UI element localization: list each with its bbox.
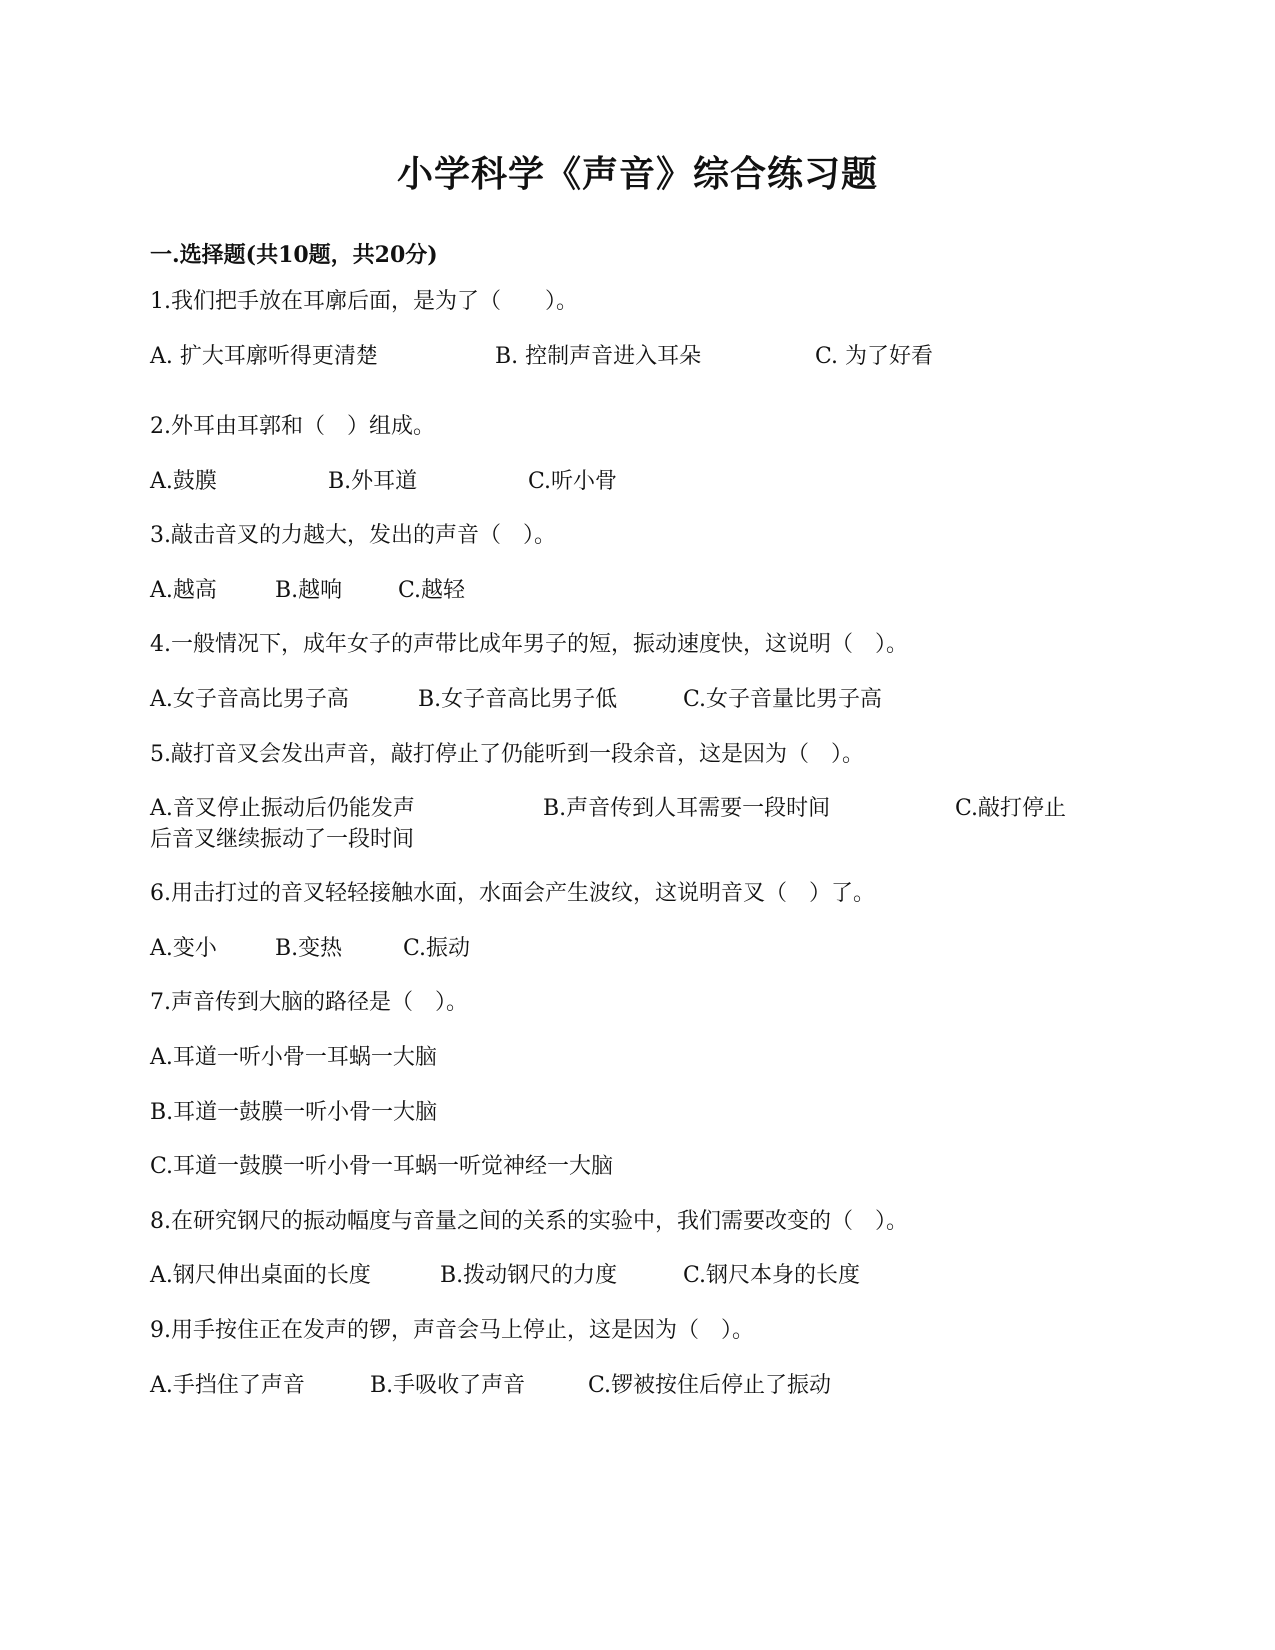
question-3-stem: 3.敲击音叉的力越大，发出的声音（ ）。 [150,523,556,548]
question-5-stem: 5.敲打音叉会发出声音，敲打停止了仍能听到一段余音，这是因为（ ）。 [150,742,864,767]
option-c: C. 为了好看 [815,344,934,369]
option-b: B.拨动钢尺的力度 [440,1263,618,1288]
question-1-stem: 1.我们把手放在耳廓后面，是为了（ ）。 [150,289,578,314]
option-c: C.女子音量比男子高 [683,687,883,712]
option-a: A. 扩大耳廓听得更清楚 [150,344,378,369]
option-a: A.手挡住了声音 [150,1373,305,1398]
option-a: A.越高 [150,578,217,603]
option-a: A.鼓膜 [150,469,217,494]
option-b: B.外耳道 [328,469,418,494]
page-title: 小学科学《声音》综合练习题 [396,153,878,195]
option-a: A.变小 [150,936,217,961]
question-8-stem: 8.在研究钢尺的振动幅度与音量之间的关系的实验中，我们需要改变的（ ）。 [150,1209,908,1234]
question-7-stem: 7.声音传到大脑的路径是（ ）。 [150,990,468,1015]
section-heading: 一.选择题(共10题，共20分) [150,242,438,268]
option-a: A.钢尺伸出桌面的长度 [150,1263,371,1288]
option-c: C.钢尺本身的长度 [683,1263,861,1288]
option-b: B.声音传到人耳需要一段时间 [543,796,831,821]
option-c: C.敲打停止 [955,796,1067,821]
option-a: A.音叉停止振动后仍能发声 [150,796,415,821]
option-c: C.振动 [403,936,471,961]
option-b: B. 控制声音进入耳朵 [495,344,702,369]
option-b: B.手吸收了声音 [370,1373,526,1398]
option-b: B.女子音高比男子低 [418,687,618,712]
question-7-option-b: B.耳道一鼓膜一听小骨一大脑 [150,1100,438,1125]
question-2-stem: 2.外耳由耳郭和（ ）组成。 [150,414,435,439]
option-c: C.锣被按住后停止了振动 [588,1373,832,1398]
question-7-option-c: C.耳道一鼓膜一听小骨一耳蜗一听觉神经一大脑 [150,1154,614,1179]
question-5-option-c-continuation: 后音叉继续振动了一段时间 [150,827,415,852]
option-a: A.女子音高比男子高 [150,687,349,712]
question-6-stem: 6.用击打过的音叉轻轻接触水面，水面会产生波纹，这说明音叉（ ）了。 [150,881,875,906]
option-c: C.听小骨 [528,469,618,494]
option-b: B.越响 [275,578,343,603]
option-c: C.越轻 [398,578,466,603]
question-4-stem: 4.一般情况下，成年女子的声带比成年男子的短，振动速度快，这说明（ ）。 [150,632,908,657]
question-9-stem: 9.用手按住正在发声的锣，声音会马上停止，这是因为（ ）。 [150,1318,754,1343]
question-7-option-a: A.耳道一听小骨一耳蜗一大脑 [150,1045,437,1070]
option-b: B.变热 [275,936,343,961]
